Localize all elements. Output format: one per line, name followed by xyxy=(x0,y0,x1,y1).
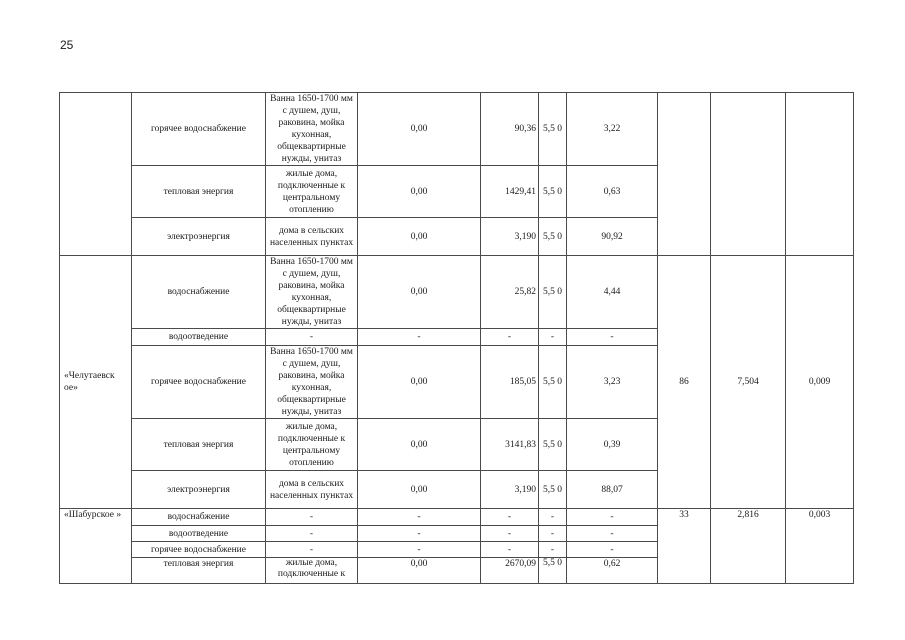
value-cell: 90,36 xyxy=(481,93,539,166)
value-cell: - xyxy=(539,542,567,558)
value-cell: 3,22 xyxy=(567,93,658,166)
service-cell: горячее водоснабжение xyxy=(132,93,266,166)
service-cell: электроэнергия xyxy=(132,218,266,256)
consumer-desc-cell: дома в сельских населенных пунктах xyxy=(266,218,358,256)
value-cell: 0,62 xyxy=(567,558,658,584)
value-cell: 3,190 xyxy=(481,471,539,509)
consumer-desc-cell: жилые дома, подключенные к центральному отоплению xyxy=(266,166,358,218)
value-cell: 5,5 0 xyxy=(539,558,567,584)
value-cell: 3141,83 xyxy=(481,419,539,471)
value-cell: 0,63 xyxy=(567,166,658,218)
value-cell: 0,00 xyxy=(358,558,481,584)
settlement-name: «Шабурское » xyxy=(60,509,132,584)
value-cell: - xyxy=(567,509,658,526)
value-cell: - xyxy=(539,509,567,526)
service-cell: тепловая энергия xyxy=(132,419,266,471)
value-cell: 2670,09 xyxy=(481,558,539,584)
value-cell: - xyxy=(358,509,481,526)
consumer-desc-cell: дома в сельских населенных пунктах xyxy=(266,471,358,509)
settlement-cell xyxy=(60,93,132,256)
service-cell: тепловая энергия xyxy=(132,166,266,218)
value-cell: 5,5 0 xyxy=(539,419,567,471)
summary-cell xyxy=(786,93,854,256)
value-cell: 0,00 xyxy=(358,166,481,218)
summary-cell: 33 xyxy=(658,509,711,584)
summary-cell: 7,504 xyxy=(711,256,786,509)
value-cell: - xyxy=(358,329,481,346)
summary-cell: 86 xyxy=(658,256,711,509)
summary-cell: 2,816 xyxy=(711,509,786,584)
consumer-desc-cell: - xyxy=(266,509,358,526)
summary-cell xyxy=(711,93,786,256)
value-cell: 3,190 xyxy=(481,218,539,256)
value-cell: - xyxy=(481,542,539,558)
value-cell: 3,23 xyxy=(567,346,658,419)
service-cell: водоотведение xyxy=(132,526,266,542)
value-cell: 90,92 xyxy=(567,218,658,256)
value-cell: 0,00 xyxy=(358,218,481,256)
table-row xyxy=(60,93,854,166)
value-cell: 88,07 xyxy=(567,471,658,509)
value-cell: 4,44 xyxy=(567,256,658,329)
summary-cell xyxy=(658,93,711,256)
consumer-desc-cell: жилые дома, подключенные к центральному отоплению xyxy=(266,419,358,471)
value-cell: 25,82 xyxy=(481,256,539,329)
value-cell: 1429,41 xyxy=(481,166,539,218)
page-number: 25 xyxy=(60,38,74,52)
value-cell: - xyxy=(567,526,658,542)
service-cell: водоснабжение xyxy=(132,256,266,329)
consumer-desc-cell: Ванна 1650-1700 мм с душем, душ, раковина, мойка кухонная, общеквартирные нужды, унитаз xyxy=(266,256,358,329)
settlement-name: «Челутаевск ое» xyxy=(60,256,132,509)
value-cell: - xyxy=(481,526,539,542)
value-cell: - xyxy=(539,329,567,346)
consumer-desc-cell: Ванна 1650-1700 мм с душем, душ, раковина, мойка кухонная, общеквартирные нужды, унитаз xyxy=(266,93,358,166)
tariff-table xyxy=(59,92,854,584)
value-cell: 5,5 0 xyxy=(539,471,567,509)
value-cell: 0,00 xyxy=(358,93,481,166)
value-cell: 5,5 0 xyxy=(539,256,567,329)
value-cell: 0,00 xyxy=(358,471,481,509)
consumer-desc-cell: - xyxy=(266,526,358,542)
value-cell: - xyxy=(567,329,658,346)
value-cell: 5,5 0 xyxy=(539,93,567,166)
service-cell: горячее водоснабжение xyxy=(132,346,266,419)
consumer-desc-cell: Ванна 1650-1700 мм с душем, душ, раковина, мойка кухонная, общеквартирные нужды, унитаз xyxy=(266,346,358,419)
value-cell: 185,05 xyxy=(481,346,539,419)
value-cell: 0,00 xyxy=(358,256,481,329)
service-cell: водоснабжение xyxy=(132,509,266,526)
value-cell: - xyxy=(358,542,481,558)
consumer-desc-cell: - xyxy=(266,542,358,558)
value-cell: - xyxy=(567,542,658,558)
value-cell: 5,5 0 xyxy=(539,166,567,218)
value-cell: - xyxy=(539,526,567,542)
service-cell: водоотведение xyxy=(132,329,266,346)
value-cell: - xyxy=(481,329,539,346)
service-cell: тепловая энергия xyxy=(132,558,266,584)
value-cell: - xyxy=(358,526,481,542)
value-cell: 0,00 xyxy=(358,419,481,471)
value-cell: 0,39 xyxy=(567,419,658,471)
value-cell: 0,00 xyxy=(358,346,481,419)
consumer-desc-cell: жилые дома, подключенные к xyxy=(266,558,358,584)
summary-cell: 0,003 xyxy=(786,509,854,584)
table-row xyxy=(60,256,854,329)
summary-cell: 0,009 xyxy=(786,256,854,509)
consumer-desc-cell: - xyxy=(266,329,358,346)
service-cell: горячее водоснабжение xyxy=(132,542,266,558)
value-cell: 5,5 0 xyxy=(539,346,567,419)
table-row xyxy=(60,509,854,526)
value-cell: - xyxy=(481,509,539,526)
service-cell: электроэнергия xyxy=(132,471,266,509)
value-cell: 5,5 0 xyxy=(539,218,567,256)
